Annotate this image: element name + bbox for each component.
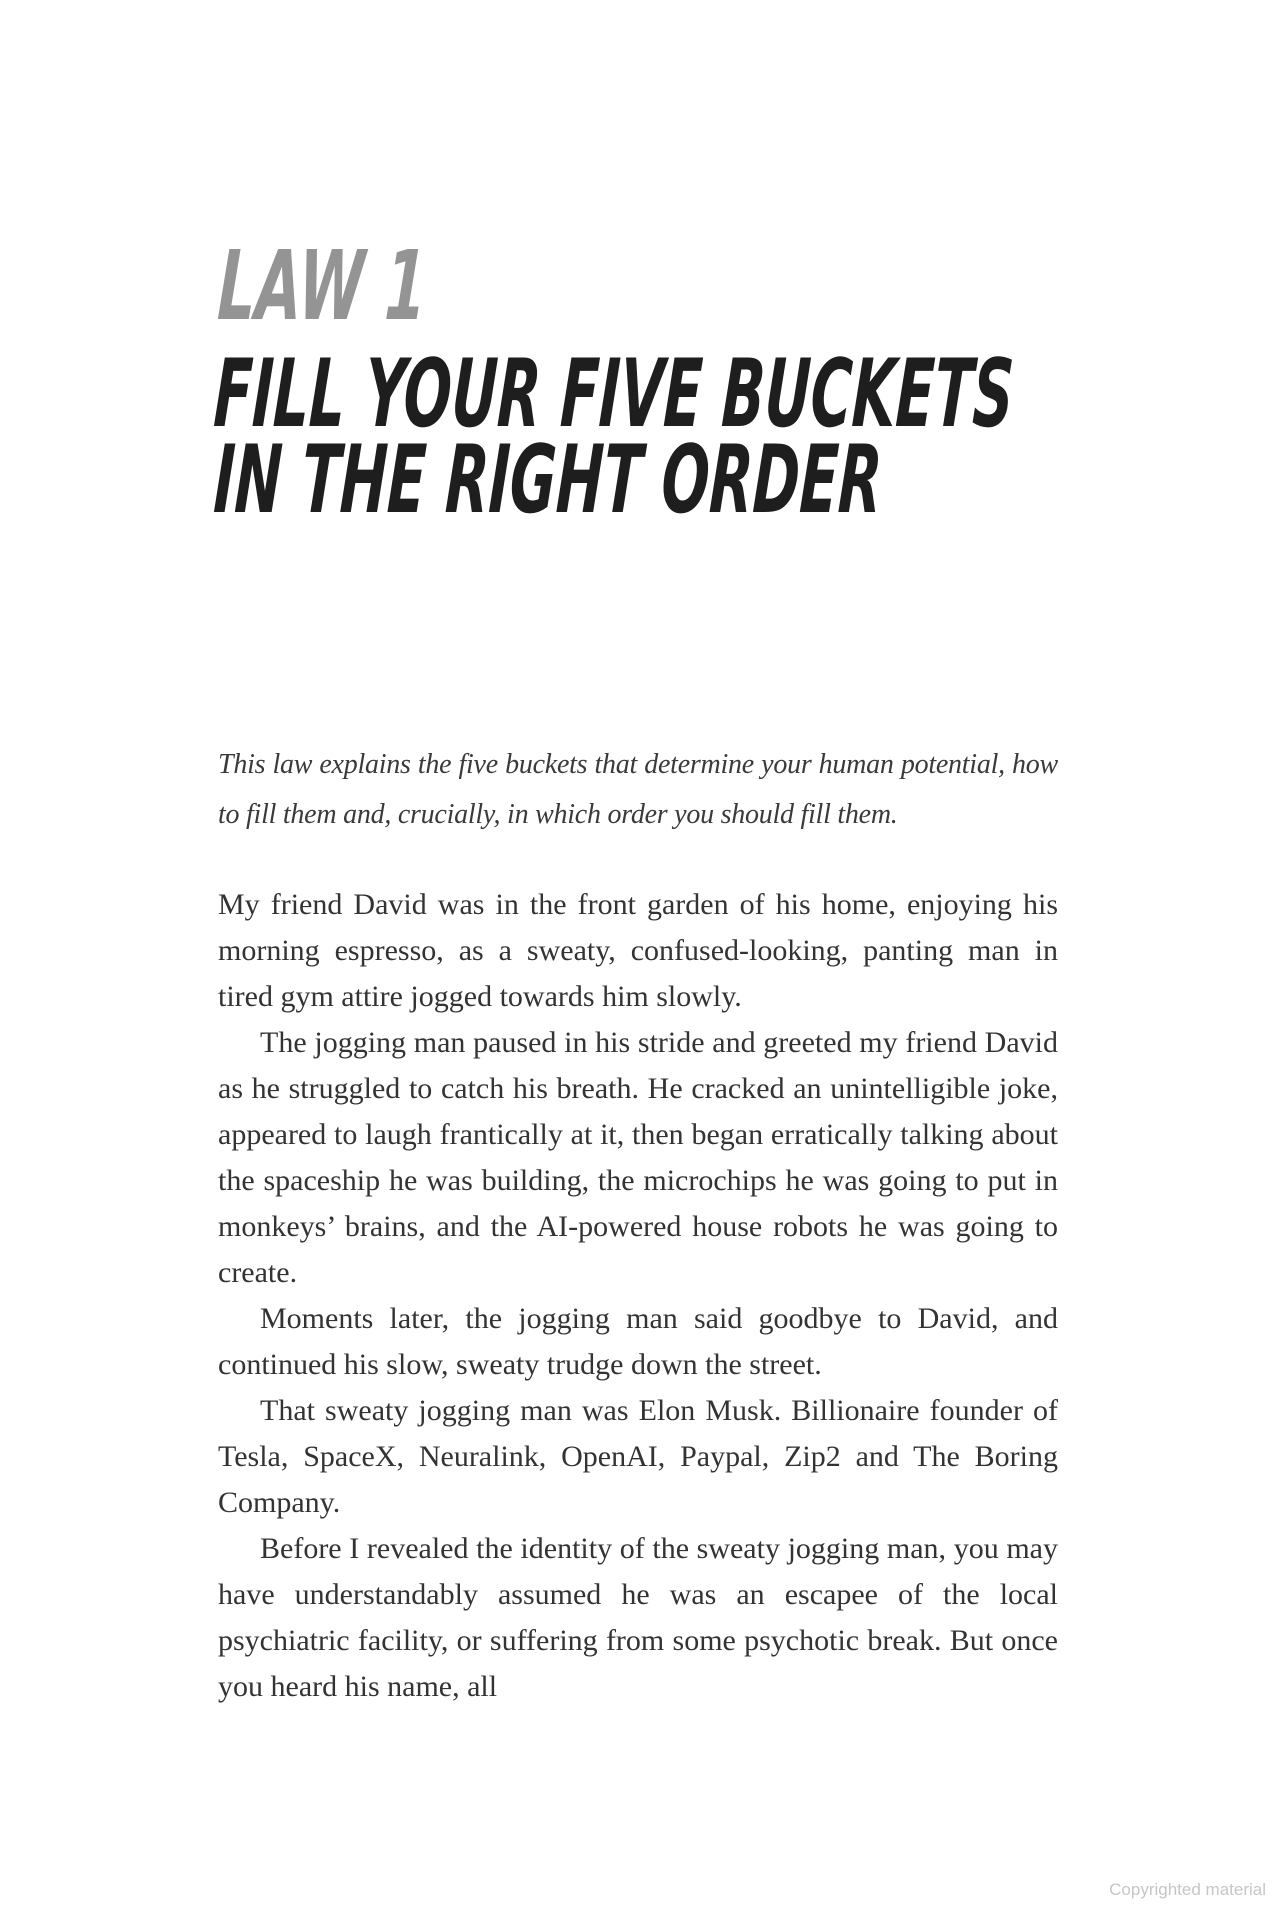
paragraph: Before I revealed the identity of the sweaty jogging man, you may have understandably assumed he was an escapee of the local psychiatric facility, or suffering from some psychotic break. But once you heard his name, all bbox=[218, 1532, 1058, 1703]
body-text bbox=[218, 882, 1058, 1710]
chapter-title-text-1: FILL YOUR FIVE BUCKETS bbox=[211, 340, 1016, 449]
paragraph: My friend David was in the front garden of his home, enjoying his morning espresso, as a sweaty, confused-looking, panting man in tired gym attire jogged towards him slowly. bbox=[218, 888, 1058, 1013]
law-number-text: LAW 1 bbox=[215, 230, 429, 342]
chapter-title-text-2: IN THE RIGHT ORDER bbox=[211, 426, 885, 535]
chapter-summary: This law explains the five buckets that determine your human potential, how to fill them and, crucially, in which order you should fill them. bbox=[218, 749, 1058, 830]
paragraph: Moments later, the jogging man said goodbye to David, and continued his slow, sweaty trudge down the street. bbox=[218, 1302, 1058, 1381]
chapter-title-line-2 bbox=[211, 426, 1280, 535]
law-number-heading bbox=[215, 230, 554, 342]
copyright-watermark: Copyrighted material bbox=[1109, 1880, 1266, 1899]
paragraph: That sweaty jogging man was Elon Musk. Billionaire founder of Tesla, SpaceX, Neuralink, OpenAI, Paypal, Zip2 and The Boring Company. bbox=[218, 1394, 1058, 1519]
paragraph: The jogging man paused in his stride and greeted my friend David as he struggled to catch his breath. He cracked an unintelligible joke, appeared to laugh frantically at it, then began erratically talking about the spaceship he was building, the microchips he was going to put in monkeys’ brains, and the AI-powered house robots he was going to create. bbox=[218, 1026, 1058, 1289]
chapter-title bbox=[211, 340, 1280, 535]
